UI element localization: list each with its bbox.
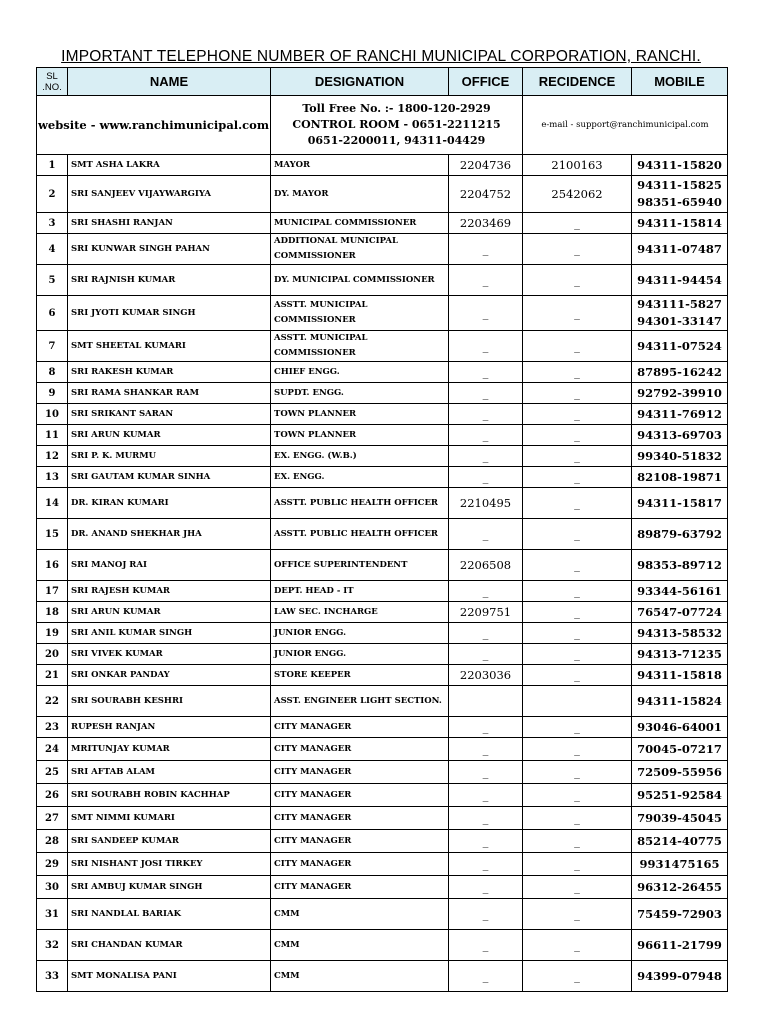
table-row <box>37 686 728 717</box>
row-sl-no: 18 <box>37 602 68 623</box>
row-residence: _ <box>523 213 632 234</box>
row-mobile <box>632 296 728 331</box>
row-sl-no: 13 <box>37 467 68 488</box>
row-name: SRI CHANDAN KUMAR <box>68 930 271 961</box>
row-designation: CITY MANAGER <box>271 784 449 807</box>
row-designation: CITY MANAGER <box>271 717 449 738</box>
row-office: 2203469 <box>449 213 523 234</box>
table-row <box>37 899 728 930</box>
mobile-number: 70045-07217 <box>637 741 722 756</box>
row-name: SRI SOURABH ROBIN KACHHAP <box>68 784 271 807</box>
mobile-number-secondary: 94301-33147 <box>637 314 722 328</box>
row-residence: 2100163 <box>523 155 632 176</box>
row-sl-no: 6 <box>37 296 68 331</box>
email-link[interactable]: e-mail - support@ranchimunicipal.com <box>523 96 728 155</box>
row-name: SRI GAUTAM KUMAR SINHA <box>68 467 271 488</box>
mobile-number: 94311-94454 <box>637 272 722 287</box>
table-row <box>37 234 728 265</box>
row-office: _ <box>449 519 523 550</box>
row-office: _ <box>449 961 523 992</box>
row-name: RUPESH RANJAN <box>68 717 271 738</box>
row-designation: JUNIOR ENGG. <box>271 623 449 644</box>
row-designation: ADDITIONAL MUNICIPAL COMMISSIONER <box>271 234 449 265</box>
row-designation: CITY MANAGER <box>271 761 449 784</box>
row-designation: LAW SEC. INCHARGE <box>271 602 449 623</box>
row-sl-no: 16 <box>37 550 68 581</box>
table-row <box>37 930 728 961</box>
row-designation: STORE KEEPER <box>271 665 449 686</box>
row-residence: _ <box>523 446 632 467</box>
mobile-number: 95251-92584 <box>637 787 722 802</box>
row-name: SMT SHEETAL KUMARI <box>68 331 271 362</box>
table-row <box>37 519 728 550</box>
row-designation: TOWN PLANNER <box>271 404 449 425</box>
row-sl-no: 12 <box>37 446 68 467</box>
row-mobile <box>632 899 728 930</box>
table-row <box>37 738 728 761</box>
row-mobile <box>632 383 728 404</box>
row-designation: ASSTT. PUBLIC HEALTH OFFICER <box>271 488 449 519</box>
row-office <box>449 686 523 717</box>
row-office: _ <box>449 467 523 488</box>
row-office: _ <box>449 830 523 853</box>
table-row <box>37 853 728 876</box>
mobile-number-secondary: 98351-65940 <box>637 195 722 209</box>
mobile-number: 79039-45045 <box>637 810 722 825</box>
row-designation: CHIEF ENGG. <box>271 362 449 383</box>
row-sl-no: 24 <box>37 738 68 761</box>
row-name: SRI VIVEK KUMAR <box>68 644 271 665</box>
row-sl-no: 33 <box>37 961 68 992</box>
row-office: _ <box>449 296 523 331</box>
row-mobile <box>632 784 728 807</box>
row-designation: CMM <box>271 961 449 992</box>
row-name: MRITUNJAY KUMAR <box>68 738 271 761</box>
row-mobile <box>632 213 728 234</box>
row-designation: ASSTT. MUNICIPAL COMMISSIONER <box>271 331 449 362</box>
row-office: _ <box>449 234 523 265</box>
row-residence: _ <box>523 876 632 899</box>
row-designation: CITY MANAGER <box>271 853 449 876</box>
row-residence: _ <box>523 488 632 519</box>
row-mobile <box>632 467 728 488</box>
page-title: IMPORTANT TELEPHONE NUMBER OF RANCHI MUNICIPAL CORPORATION, RANCHI. <box>61 48 701 65</box>
row-office: _ <box>449 784 523 807</box>
row-sl-no: 19 <box>37 623 68 644</box>
row-office: _ <box>449 623 523 644</box>
row-mobile <box>632 644 728 665</box>
row-sl-no: 30 <box>37 876 68 899</box>
row-sl-no: 28 <box>37 830 68 853</box>
table-row <box>37 265 728 296</box>
row-name: SRI P. K. MURMU <box>68 446 271 467</box>
table-row <box>37 446 728 467</box>
row-mobile <box>632 876 728 899</box>
row-residence: _ <box>523 602 632 623</box>
row-mobile <box>632 930 728 961</box>
row-name: SRI SOURABH KESHRI <box>68 686 271 717</box>
mobile-number: 94311-07524 <box>637 338 722 353</box>
row-sl-no: 8 <box>37 362 68 383</box>
row-mobile <box>632 761 728 784</box>
row-office: _ <box>449 876 523 899</box>
row-residence: _ <box>523 623 632 644</box>
row-mobile <box>632 425 728 446</box>
row-designation: ASSTT. MUNICIPAL COMMISSIONER <box>271 296 449 331</box>
row-office: _ <box>449 644 523 665</box>
row-office: _ <box>449 404 523 425</box>
row-office: _ <box>449 899 523 930</box>
row-residence: _ <box>523 961 632 992</box>
mobile-number: 75459-72903 <box>637 906 722 921</box>
mobile-number: 9931475165 <box>639 856 720 871</box>
row-mobile <box>632 853 728 876</box>
row-name: SRI NISHANT JOSI TIRKEY <box>68 853 271 876</box>
row-office: _ <box>449 581 523 602</box>
mobile-number: 943111-5827 <box>637 297 722 311</box>
header-residence: RECIDENCE <box>523 68 632 96</box>
row-sl-no: 5 <box>37 265 68 296</box>
table-row <box>37 665 728 686</box>
row-residence: 2542062 <box>523 176 632 213</box>
row-name: SRI AMBUJ KUMAR SINGH <box>68 876 271 899</box>
table-row <box>37 331 728 362</box>
table-row <box>37 296 728 331</box>
row-residence: _ <box>523 930 632 961</box>
row-mobile <box>632 404 728 425</box>
row-designation: MAYOR <box>271 155 449 176</box>
table-row <box>37 961 728 992</box>
table-row <box>37 717 728 738</box>
mobile-number: 85214-40775 <box>637 833 722 848</box>
row-sl-no: 31 <box>37 899 68 930</box>
row-mobile <box>632 265 728 296</box>
table-row <box>37 383 728 404</box>
row-office: _ <box>449 853 523 876</box>
row-mobile <box>632 331 728 362</box>
row-sl-no: 10 <box>37 404 68 425</box>
toll-free-number: Toll Free No. :- 1800-120-2929 <box>302 102 491 115</box>
table-row <box>37 761 728 784</box>
mobile-number: 96611-21799 <box>637 937 722 952</box>
row-name: SRI MANOJ RAI <box>68 550 271 581</box>
table-row <box>37 876 728 899</box>
row-mobile <box>632 234 728 265</box>
mobile-number: 93046-64001 <box>637 719 722 734</box>
row-sl-no: 1 <box>37 155 68 176</box>
row-name: SRI AFTAB ALAM <box>68 761 271 784</box>
row-residence: _ <box>523 665 632 686</box>
table-row <box>37 644 728 665</box>
row-designation: CMM <box>271 930 449 961</box>
row-sl-no: 2 <box>37 176 68 213</box>
header-office: OFFICE <box>449 68 523 96</box>
row-sl-no: 32 <box>37 930 68 961</box>
row-office: _ <box>449 930 523 961</box>
mobile-number: 94311-15814 <box>637 215 722 230</box>
row-office: 2209751 <box>449 602 523 623</box>
row-mobile <box>632 623 728 644</box>
mobile-number: 94311-07487 <box>637 241 722 256</box>
table-row <box>37 550 728 581</box>
row-residence: _ <box>523 644 632 665</box>
row-designation: DY. MUNICIPAL COMMISSIONER <box>271 265 449 296</box>
table-row <box>37 807 728 830</box>
table-row <box>37 467 728 488</box>
row-residence: _ <box>523 550 632 581</box>
row-sl-no: 17 <box>37 581 68 602</box>
row-mobile <box>632 961 728 992</box>
table-row <box>37 830 728 853</box>
table-row <box>37 362 728 383</box>
row-sl-no: 3 <box>37 213 68 234</box>
contacts-table <box>36 67 728 992</box>
row-office: 2204752 <box>449 176 523 213</box>
table-row <box>37 488 728 519</box>
row-name: DR. KIRAN KUMARI <box>68 488 271 519</box>
mobile-number: 82108-19871 <box>637 469 722 484</box>
table-row <box>37 425 728 446</box>
helpline-numbers <box>271 96 523 155</box>
row-sl-no: 20 <box>37 644 68 665</box>
row-name: SMT ASHA LAKRA <box>68 155 271 176</box>
row-office: _ <box>449 383 523 404</box>
mobile-number: 98353-89712 <box>637 557 722 572</box>
mobile-number: 99340-51832 <box>637 448 722 463</box>
row-office: _ <box>449 265 523 296</box>
row-mobile <box>632 665 728 686</box>
row-mobile <box>632 362 728 383</box>
row-sl-no: 23 <box>37 717 68 738</box>
row-name: SRI ONKAR PANDAY <box>68 665 271 686</box>
row-residence: _ <box>523 362 632 383</box>
row-designation: OFFICE SUPERINTENDENT <box>271 550 449 581</box>
table-row <box>37 213 728 234</box>
row-sl-no: 22 <box>37 686 68 717</box>
mobile-number: 76547-07724 <box>637 604 722 619</box>
table-row <box>37 784 728 807</box>
row-residence <box>523 686 632 717</box>
row-designation: CITY MANAGER <box>271 807 449 830</box>
row-mobile <box>632 519 728 550</box>
mobile-number: 94311-76912 <box>637 406 722 421</box>
row-sl-no: 9 <box>37 383 68 404</box>
table-row <box>37 623 728 644</box>
row-mobile <box>632 738 728 761</box>
row-sl-no: 15 <box>37 519 68 550</box>
row-name: SRI NANDLAL BARIAK <box>68 899 271 930</box>
row-designation: EX. ENGG. (W.B.) <box>271 446 449 467</box>
row-office: _ <box>449 446 523 467</box>
row-mobile <box>632 717 728 738</box>
row-residence: _ <box>523 853 632 876</box>
control-room-number: CONTROL ROOM - 0651-2211215 <box>292 118 501 131</box>
row-name: SRI RAJNISH KUMAR <box>68 265 271 296</box>
row-office: 2203036 <box>449 665 523 686</box>
mobile-number: 94311-15825 <box>637 178 722 192</box>
row-residence: _ <box>523 784 632 807</box>
row-sl-no: 4 <box>37 234 68 265</box>
row-residence: _ <box>523 234 632 265</box>
mobile-number: 92792-39910 <box>637 385 722 400</box>
row-mobile <box>632 550 728 581</box>
row-office: 2204736 <box>449 155 523 176</box>
mobile-number: 94311-15818 <box>637 667 722 682</box>
row-sl-no: 25 <box>37 761 68 784</box>
row-designation: EX. ENGG. <box>271 467 449 488</box>
row-designation: ASST. ENGINEER LIGHT SECTION. <box>271 686 449 717</box>
row-designation: DEPT. HEAD - IT <box>271 581 449 602</box>
row-mobile <box>632 830 728 853</box>
row-designation: SUPDT. ENGG. <box>271 383 449 404</box>
row-residence: _ <box>523 404 632 425</box>
row-mobile <box>632 176 728 213</box>
info-row <box>37 96 728 155</box>
header-row <box>37 68 728 96</box>
row-sl-no: 7 <box>37 331 68 362</box>
table-row <box>37 581 728 602</box>
table-row <box>37 602 728 623</box>
row-residence: _ <box>523 807 632 830</box>
row-name: SRI ANIL KUMAR SINGH <box>68 623 271 644</box>
row-office: _ <box>449 362 523 383</box>
row-designation: CITY MANAGER <box>271 830 449 853</box>
row-name: SMT NIMMI KUMARI <box>68 807 271 830</box>
row-mobile <box>632 446 728 467</box>
row-name: SRI SANDEEP KUMAR <box>68 830 271 853</box>
row-office: _ <box>449 738 523 761</box>
mobile-number: 89879-63792 <box>637 526 722 541</box>
row-residence: _ <box>523 331 632 362</box>
mobile-number: 72509-55956 <box>637 764 722 779</box>
row-designation: TOWN PLANNER <box>271 425 449 446</box>
row-sl-no: 11 <box>37 425 68 446</box>
row-name: SRI ARUN KUMAR <box>68 602 271 623</box>
table-row <box>37 404 728 425</box>
row-name: SRI ARUN KUMAR <box>68 425 271 446</box>
row-office: 2206508 <box>449 550 523 581</box>
row-office: 2210495 <box>449 488 523 519</box>
row-residence: _ <box>523 717 632 738</box>
row-mobile <box>632 155 728 176</box>
mobile-number: 94311-15820 <box>637 157 722 172</box>
row-mobile <box>632 686 728 717</box>
row-residence: _ <box>523 738 632 761</box>
mobile-number: 87895-16242 <box>637 364 722 379</box>
row-mobile <box>632 488 728 519</box>
row-designation: CITY MANAGER <box>271 876 449 899</box>
contacts-body <box>37 155 728 992</box>
row-sl-no: 21 <box>37 665 68 686</box>
mobile-number: 94313-69703 <box>637 427 722 442</box>
row-residence: _ <box>523 830 632 853</box>
mobile-number: 94311-15817 <box>637 495 722 510</box>
row-office: _ <box>449 717 523 738</box>
mobile-number: 94311-15824 <box>637 693 722 708</box>
header-name: NAME <box>68 68 271 96</box>
mobile-number: 94313-58532 <box>637 625 722 640</box>
row-office: _ <box>449 425 523 446</box>
header-designation: DESIGNATION <box>271 68 449 96</box>
row-residence: _ <box>523 265 632 296</box>
header-sl: SL .NO. <box>37 68 68 96</box>
row-office: _ <box>449 331 523 362</box>
row-sl-no: 29 <box>37 853 68 876</box>
row-residence: _ <box>523 519 632 550</box>
row-name: SMT MONALISA PANI <box>68 961 271 992</box>
row-residence: _ <box>523 761 632 784</box>
row-mobile <box>632 602 728 623</box>
row-designation: JUNIOR ENGG. <box>271 644 449 665</box>
row-mobile <box>632 581 728 602</box>
row-mobile <box>632 807 728 830</box>
mobile-number: 93344-56161 <box>637 583 722 598</box>
row-residence: _ <box>523 581 632 602</box>
mobile-number: 94313-71235 <box>637 646 722 661</box>
row-residence: _ <box>523 467 632 488</box>
row-name: SRI RAJESH KUMAR <box>68 581 271 602</box>
row-sl-no: 14 <box>37 488 68 519</box>
row-residence: _ <box>523 899 632 930</box>
website-link[interactable]: website - www.ranchimunicipal.com <box>37 96 271 155</box>
header-mobile: MOBILE <box>632 68 728 96</box>
row-name: SRI RAMA SHANKAR RAM <box>68 383 271 404</box>
mobile-number: 96312-26455 <box>637 879 722 894</box>
row-residence: _ <box>523 383 632 404</box>
landline-numbers: 0651-2200011, 94311-04429 <box>307 134 486 147</box>
row-sl-no: 27 <box>37 807 68 830</box>
row-residence: _ <box>523 425 632 446</box>
row-office: _ <box>449 807 523 830</box>
row-name: SRI SHASHI RANJAN <box>68 213 271 234</box>
table-row <box>37 176 728 213</box>
row-residence: _ <box>523 296 632 331</box>
row-name: SRI JYOTI KUMAR SINGH <box>68 296 271 331</box>
row-designation: DY. MAYOR <box>271 176 449 213</box>
row-office: _ <box>449 761 523 784</box>
table-row <box>37 155 728 176</box>
row-name: SRI KUNWAR SINGH PAHAN <box>68 234 271 265</box>
row-name: DR. ANAND SHEKHAR JHA <box>68 519 271 550</box>
row-name: SRI RAKESH KUMAR <box>68 362 271 383</box>
row-designation: CITY MANAGER <box>271 738 449 761</box>
row-sl-no: 26 <box>37 784 68 807</box>
row-name: SRI SANJEEV VIJAYWARGIYA <box>68 176 271 213</box>
row-designation: MUNICIPAL COMMISSIONER <box>271 213 449 234</box>
mobile-number: 94399-07948 <box>637 968 722 983</box>
row-name: SRI SRIKANT SARAN <box>68 404 271 425</box>
row-designation: CMM <box>271 899 449 930</box>
row-designation: ASSTT. PUBLIC HEALTH OFFICER <box>271 519 449 550</box>
